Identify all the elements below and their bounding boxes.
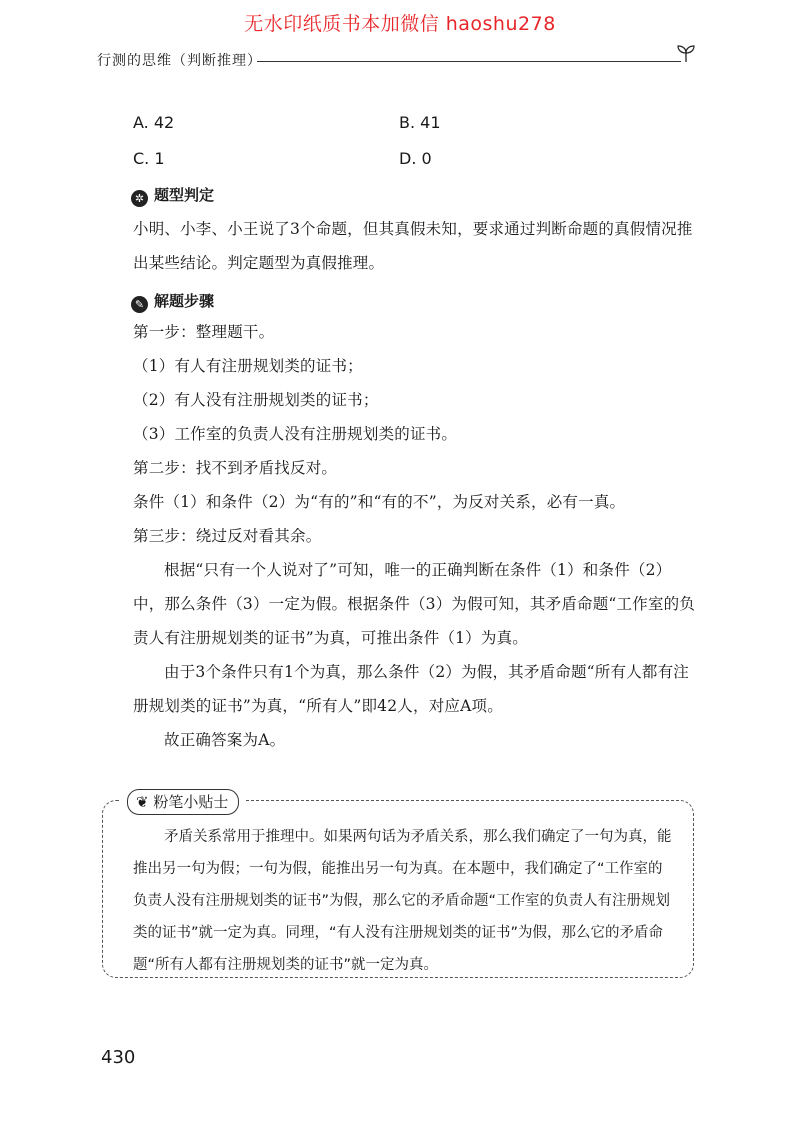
condition-line: （3）工作室的负责人没有注册规划类的证书。 [133,425,458,443]
tip-box [102,793,694,978]
page-number: 430 [101,1047,136,1068]
step-line: 条件（1）和条件（2）为“有的”和“有的不”，为反对关系，必有一真。 [133,493,626,511]
option-c: C. 1 [133,149,165,168]
section-title-steps: 解题步骤 [154,292,215,310]
section-heading-type [131,184,214,207]
step-line: 第一步：整理题干。 [133,323,275,341]
header-title: 行测的思维（判断推理） [97,53,262,69]
running-header [97,48,697,72]
reasoning-paragraph: 根据“只有一个人说对了”可知，唯一的正确判断在条件（1）和条件（2）中，那么条件（3）一定为假。根据条件（3）为假可知，其矛盾命题“工作室的负责人有注册规划类的证书”为真，可推出条件（1）为真。 [133,561,696,647]
step-line: 第三步：绕过反对看其余。 [133,527,322,545]
section-title-type: 题型判定 [154,186,215,204]
pencil-icon: ✎ [131,296,148,313]
reasoning-paragraph: 由于3个条件只有1个为真，那么条件（2）为假，其矛盾命题“所有人都有注册规划类的证书”为真，“所有人”即42人，对应A项。 [133,663,690,715]
sprout-icon: ❦ [136,793,154,811]
section-heading-steps [131,290,214,313]
option-d: D. 0 [399,149,432,168]
steps-block [133,315,698,757]
answer-line: 故正确答案为A。 [164,731,286,749]
header-rule [257,61,681,62]
condition-line: （2）有人没有注册规划类的证书； [133,391,379,409]
options-row-1 [133,113,613,149]
option-b: B. 41 [399,113,441,132]
condition-line: （1）有人有注册规划类的证书； [133,357,363,375]
step-line: 第二步：找不到矛盾找反对。 [133,459,338,477]
sprout-icon [675,42,697,64]
options-row-2 [133,149,613,185]
tip-text: 矛盾关系常用于推理中。如果两句话为矛盾关系，那么我们确定了一句为真，能推出另一句为假；一句为假，能推出另一句为真。在本题中，我们确定了“工作室的负责人没有注册规划类的证书”为假，那么它的矛盾命题“工作室的负责人有注册规划类的证书”就一定为真。同理，“有人没有注册规划类的证书”为假，那么它的矛盾命题“所有人都有注册规划类的证书”就一定为真。 [133,829,672,973]
watermark-text: 无水印纸质书本加微信 haoshu278 [244,13,556,35]
gear-icon: ✲ [131,190,148,207]
option-a: A. 42 [133,113,175,132]
tip-label [121,789,245,815]
type-paragraph: 小明、小李、小王说了3个命题，但其真假未知，要求通过判断命题的真假情况推出某些结论。判定题型为真假推理。 [133,220,693,272]
tip-title: 粉笔小贴士 [153,793,229,811]
answer-options [133,113,613,185]
